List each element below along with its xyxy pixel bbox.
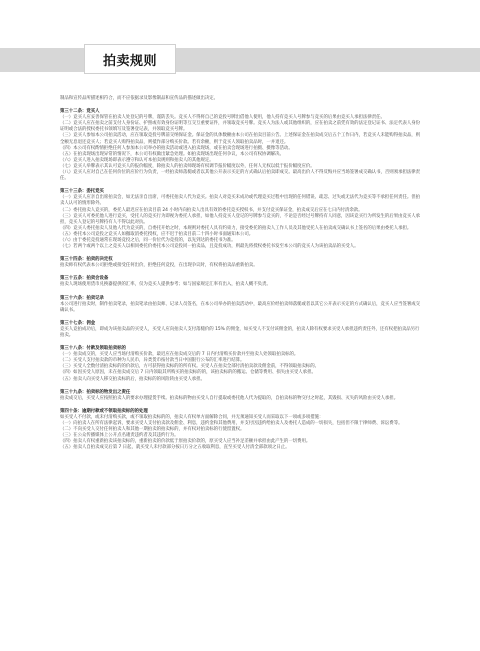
rule-section xyxy=(60,409,422,452)
section-title: 第三十五条：拍卖会设备 xyxy=(60,276,109,282)
rule-section xyxy=(60,276,422,288)
section-paragraph: 如买受人不付款，或未付清购买款，或不领取拍卖标的的，拍卖人有权单方面解除合同，并无须通知买受人而采取以下一项或多项措施： xyxy=(60,414,324,420)
section-paragraph: （二）不向买受人交付任何拍卖人和其他一期拍卖的拍卖标的，并有权对拍卖标的行使留置权。 xyxy=(60,427,245,433)
section-title: 第三十四条：拍卖的决定权 xyxy=(60,257,113,263)
section-paragraph: （三）买受人全数付清拍卖标的的价款后，方可获得拍卖标的的所有权。买受人在拍卖全部付清拍卖款及佣金前，不得领取拍卖标的。 xyxy=(60,364,320,370)
rule-section xyxy=(60,346,422,383)
rule-section xyxy=(60,296,422,314)
section-paragraph: （六）竞买人进入拍卖现场即表示遵守和认可本拍卖规则和拍卖人的其他规定。 xyxy=(60,157,214,163)
page-title-box xyxy=(84,44,176,74)
section-title: 第四十条：逾期付款或不领取拍卖标的的处理 xyxy=(60,408,148,414)
section-title: 第三十二条：竞买人 xyxy=(60,109,100,115)
section-paragraph: （六）由于委托竞投通常在现场竞投之后，同一价位代为竞投的，以先到达的委托书为准。 xyxy=(60,237,236,243)
section-title: 第三十七条：佣金 xyxy=(60,320,96,326)
rule-section xyxy=(60,390,422,402)
section-paragraph: （二）委托拍卖人竞买的，委托人最迟应在拍卖目前 24 小时内向拍卖人出具有效的委托竞买授权书，并支付竞买保证金，拍卖成交后应在七日内付清余款。 xyxy=(60,207,363,213)
section-paragraph: 拍卖师有权代表本公司拒绝或接受任何出价，拒绝任何竞投，在出现争议时，有权将拍卖品重新拍卖。 xyxy=(60,263,258,269)
section-paragraph: 竞买人竞拍成功后，即成为该拍卖品的买受人，买受人应向拍卖人支付落槌价的 15% 的佣金，如买受人不支付该佣金的，拍卖人除有权要求买受人承担违约责任外，还有权把拍卖品另行拍卖。 xyxy=(60,326,420,338)
section-paragraph: （七）竞买人举牌表示其认可竞买人的报价幅度，除拍卖人的拍卖师现场有权调节报价幅度以外，任何人无权以低于报价幅度应价。 xyxy=(60,163,315,169)
section-paragraph: （三）竞买人可委托他人进行竞买，受托人的竞买行为即视为委托人承担，如他人持竞买人登记的号牌参与竞买的，不论是否经过号牌持有人同意，因该竞买行为所发生的后果由竞买人承担，竞买人登记的号牌持有人不得以此对抗。 xyxy=(60,213,421,225)
section-paragraph: （七）若两个或两个以上之竞买人以相同委托价委托本公司竞投同一拍卖品，且竞投成功，则最先将授权委托书发至本公司的竞买人为该拍卖品的买受人。 xyxy=(60,244,359,250)
section-paragraph: （二）竞买人应在拍卖之前支付人身份证、护照或有效身份证明等互交互重要证件，并领取竞买号牌。竞买人为法人或其他组织的，应在拍卖之前凭有效的法定登记证书、法定代表人身份证明或合法的授权委托书领填写及签署登记表，并领取竞买号牌。 xyxy=(60,121,421,133)
section-paragraph: （五）委托本公司竞投之竞买人如撤取消委托授权，应不迟于拍卖目前二十四小时书面通知本公司。 xyxy=(60,231,254,237)
section-paragraph: （三）竞买人参加本公司拍卖活动，应在领取竞投号牌前交纳保证金。保证金的具体数额由本公司在拍卖目前公告。上述保证金在拍卖成交后五个工作日内，若竞买人未能购得拍卖品，则全额无息退还竞买人；若竞买人购得拍卖品，则抵作部分购买价款。若有余额，则于竞买人领取拍卖品时，一并退还。 xyxy=(60,133,421,145)
rules-document xyxy=(60,96,422,459)
section-title: 第三十八条：付款及领取拍卖标的 xyxy=(60,346,126,352)
page-title: 拍卖规则 xyxy=(102,53,157,69)
section-paragraph: （五）拍卖人自拍卖成交后第 7 日起，就买受人未付款部分按日万分之五收取利息，直至买受人付清全部款项之日止。 xyxy=(60,445,290,451)
section-paragraph: （四）拍卖人有权重新拍卖该拍卖标的，重新拍卖的价款低于原拍卖价款的，原买受人应当补足差额并承担由此产生的一切费用。 xyxy=(60,439,311,445)
section-paragraph: （一）拍卖成交的，买受人应当场付清购买价款，最迟应在拍卖成交后的 7 日内付清购买价款并至拍卖人处领取拍卖标的。 xyxy=(60,352,299,358)
header-band xyxy=(0,48,480,72)
section-paragraph: （五）拍卖人向买受人移交拍卖标的后，拍卖标的的风险转由买受人承担。 xyxy=(60,376,205,382)
section-title: 第三十六条：拍卖记录 xyxy=(60,295,104,301)
rules-sections xyxy=(60,109,422,451)
section-paragraph: （一）竞买人应亲自出席拍卖会，如无法亲自出席，可委托拍卖人代为竞买。拍卖人对竞买未成功或代理竞买过程中出现的任何错误、疏忽、过失或无法代为竞买等不承担任何责任。但拍卖人认可的情形除外。 xyxy=(60,195,421,207)
rule-section xyxy=(60,257,422,269)
section-paragraph: （四）如因买受人原因，未在拍卖成交后 7 日内领取其所购买的拍卖标的的，该拍卖标的的搬运、仓储等费用、损失由买受人承担。 xyxy=(60,370,316,376)
intro-paragraph: 制品和宣传品所描述相符合，而不应依据录及影像制品和宣传品的描述做出决定。 xyxy=(60,96,219,101)
rule-section xyxy=(60,321,422,339)
section-title: 第三十九条：拍卖标的物发出之责任 xyxy=(60,389,131,395)
rule-section xyxy=(60,109,422,182)
section-paragraph: 拍卖人现场使用货币兑换器提供的汇率，仅为竞买人提供参考；如与国家规定汇率有出入，拍卖人概不负责。 xyxy=(60,282,271,288)
section-paragraph: （八）竞买人应对自己在任何价位的应价行为负责，一经拍卖师落槌或者以其他公开表示买定的方式确认后拍卖即成交。最高出价人不得反悔并应当场签署成交确认书，否则须承担法律责任。 xyxy=(60,170,421,182)
section-paragraph: （二）买受人支付拍卖款的币种为人民币，异类货币按付款当日中国银行公布的汇率进行结算。 xyxy=(60,358,245,364)
section-paragraph: （三）在公众传播媒体上公开点名谴责违约者及其违约行为。 xyxy=(60,433,179,439)
section-paragraph: 本公司进行拍卖时，制作拍卖笔录，拍卖笔录由拍卖师、记录人员签名，在本公司举办的拍卖活动中，最高应价经拍卖师落槌或者以其它公开表示买定的方式确认后，竞买人应当签署成交确认书。 xyxy=(60,301,421,313)
section-paragraph: （四）本公司有权酌情拒绝任何人参加本公司举办的拍卖活动或进入拍卖现场，或在拍卖会现场进行拍摄、摄像等活动。 xyxy=(60,145,293,151)
section-paragraph: （一）向拍卖人在所有法律起诉，要求买受人支付拍卖款及佣金、利息，违约金和其他费用，并支付因违约给拍卖人及委托人造成的一切损失，包括但不限于律师费、诉讼费等。 xyxy=(60,421,403,427)
section-paragraph: 拍卖成交后，买受人应按照拍卖人的要求办理提货手续。拍卖标的物由买受人自行提取或委托他人代为提取的，自拍卖标的物交付之时起，其毁损、灭失的风险由买受人承担。 xyxy=(60,395,399,401)
section-paragraph: （一）竞买人应妥善保管在拍卖人处登记的号牌，谨防丢失。竞买人不得将自己的竞投号牌出借他人使用，他人持有竞买人号牌参与竞买的后果由竞买人承担法律责任。 xyxy=(60,115,385,121)
section-paragraph: （四）竞买人委托拍卖人及他人代为竞买的，自委托开始之时，本规则对委托人具有约束力，接受委托的拍卖人工作人员及其他受托人在拍卖成交确认书上签名的后果由委托人承担。 xyxy=(60,225,412,231)
section-title: 第三十三条：委托竞买 xyxy=(60,189,104,195)
rule-section xyxy=(60,189,422,250)
section-paragraph: （五）在拍卖现场出现异常的情况下，本公司有权做出紧急处理。如拍卖现场出现任何争议，本公司有权协调解决。 xyxy=(60,151,284,157)
